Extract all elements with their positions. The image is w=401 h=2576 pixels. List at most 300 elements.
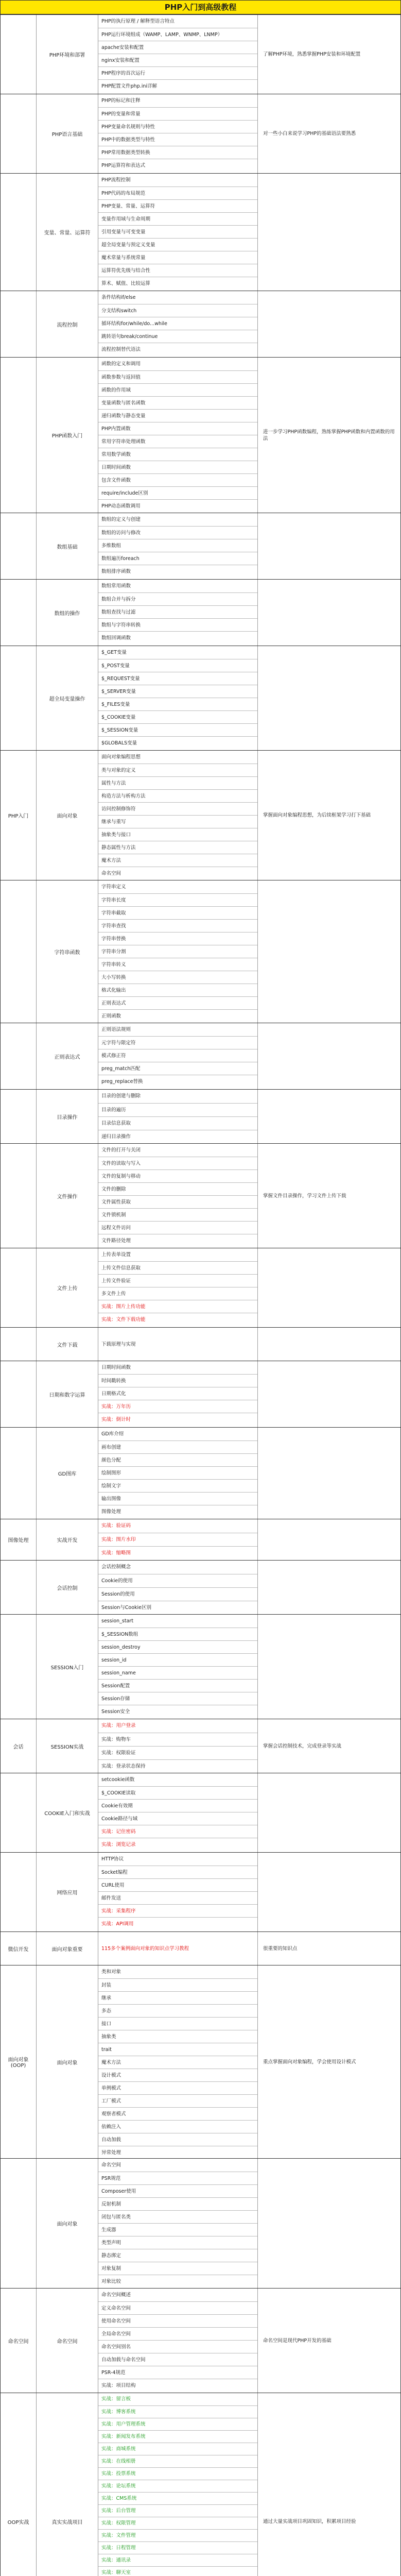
topic-item: 实战：API调用 (98, 1917, 257, 1930)
category-label (1, 358, 37, 513)
section-group (1, 1427, 400, 1519)
section-group (1, 1023, 400, 1089)
section-group (1, 1361, 400, 1427)
topic-list (98, 1248, 258, 1327)
topic-item: 目录的遍历 (98, 1103, 257, 1117)
topic-item: Session安全 (98, 1705, 257, 1718)
section-description (258, 646, 400, 750)
category-label (1, 2159, 37, 2288)
topic-item: 实战：登录状态保持 (98, 1759, 257, 1773)
topic-item: 正则函数 (98, 1009, 257, 1023)
section-description (258, 513, 400, 579)
topic-item: PHP常用数据类型转换 (98, 146, 257, 159)
section-group (1, 1931, 400, 1965)
topic-item: 大小写转换 (98, 971, 257, 984)
topic-list (98, 174, 258, 291)
topic-item: 自动加载 (98, 2133, 257, 2146)
topic-item: 实战：在线相册 (98, 2455, 257, 2468)
category-label: OOP实战 (1, 2393, 37, 2576)
topic-item: 实战：权限管理 (98, 2517, 257, 2530)
topic-item: 运算符优先级与结合性 (98, 264, 257, 277)
topic-item: 字符串查找 (98, 919, 257, 933)
topic-item: session_start (101, 1618, 134, 1624)
topic-item: 格式化输出 (98, 984, 257, 997)
topic-item: 绘制文字 (98, 1479, 257, 1493)
category-label (1, 291, 37, 357)
topic-item: 会话控制概念 (101, 1564, 131, 1570)
section-group (1, 2393, 400, 2576)
subsection-label: 命名空间 (37, 2289, 98, 2393)
topic-item: 实战：倒计时 (98, 1413, 257, 1426)
topic-item: Cookie有效期 (98, 1799, 257, 1812)
topic-item: session_name (98, 1666, 257, 1680)
topic-item: 多态 (98, 2004, 257, 2018)
topic-item: 实战：权限验证 (98, 1746, 257, 1760)
category-label: 命名空间 (1, 2289, 37, 2393)
section-group (1, 1327, 400, 1361)
subsection-label: 面向对象 (37, 1965, 98, 2158)
topic-item: 抽象类与接口 (98, 828, 257, 841)
section-group (1, 173, 400, 291)
topic-item: HTTP协议 (101, 1856, 124, 1862)
topic-item: 实战：文件下载功能 (98, 1313, 257, 1326)
topic-item: PHP变量命名规则与特性 (98, 120, 257, 133)
subsection-label: 流程控制 (37, 291, 98, 357)
topic-item: apache安装和配置 (98, 41, 257, 54)
topic-item: 引用变量与可变变量 (98, 225, 257, 239)
topic-item: preg_match匹配 (98, 1062, 257, 1075)
subsection-label: PHP环境和部署 (37, 15, 98, 94)
topic-item: 字符串长度 (98, 893, 257, 907)
topic-list (98, 1519, 258, 1560)
category-label (1, 15, 37, 94)
topic-item: 工厂模式 (98, 2094, 257, 2108)
section-group (1, 94, 400, 173)
topic-list (98, 291, 258, 357)
topic-item: Session配置 (98, 1679, 257, 1692)
section-description: 掌握文件目录操作，学习文件上传下载 (263, 1193, 346, 1199)
subsection-label: 面向对象重要 (37, 1932, 98, 1965)
topic-item: 依赖注入 (98, 2120, 257, 2133)
topic-item: Composer使用 (98, 2184, 257, 2198)
topic-item: 实战：新闻发布系统 (98, 2430, 257, 2443)
topic-item: 元字符与限定符 (98, 1036, 257, 1049)
topic-item: 文件路径处理 (98, 1234, 257, 1247)
section-description (258, 1519, 400, 1560)
topic-item: 观察者模式 (98, 2107, 257, 2121)
section-description (258, 1361, 400, 1427)
section-description: 通过大量实战项目巩固知识，积累项目经验 (263, 2518, 356, 2524)
subsection-label: 网络应用 (37, 1853, 98, 1931)
topic-item: 生成器 (98, 2223, 257, 2236)
category-label (1, 174, 37, 291)
section-description (258, 1328, 400, 1361)
subsection-label: 日期和数字运算 (37, 1361, 98, 1427)
topic-item: 类型声明 (98, 2236, 257, 2249)
topic-item: $_POST变量 (98, 659, 257, 672)
topic-item: 115多个案例面向对象的知识点学习教程 (101, 1946, 189, 1952)
topic-item: 文件的复制与移动 (98, 1170, 257, 1183)
topic-item: 实战：CMS系统 (98, 2492, 257, 2505)
topic-item: 命名空间别名 (98, 2340, 257, 2353)
topic-list (98, 1361, 258, 1427)
subsection-label: 变量、常量、运算符 (37, 174, 98, 291)
section-group (1, 291, 400, 357)
topic-item: 时间戳转换 (98, 1374, 257, 1387)
section-group (1, 1965, 400, 2158)
topic-item: 输出图像 (98, 1492, 257, 1505)
topic-item: 魔术常量与系统常量 (98, 251, 257, 264)
topic-item: $_GET变量 (101, 650, 127, 655)
topic-item: trait (98, 2043, 257, 2056)
topic-item: PSR-4规范 (98, 2366, 257, 2379)
subsection-label: GD图库 (37, 1428, 98, 1519)
topic-item: setcookie函数 (101, 1777, 135, 1783)
subsection-label: 目录操作 (37, 1090, 98, 1143)
topic-item: 文件的打开与关闭 (101, 1147, 141, 1153)
category-label: 微信开发 (1, 1932, 37, 1965)
topic-item: 实战：记住密码 (98, 1825, 257, 1838)
topic-item: PHP内置函数 (98, 422, 257, 435)
topic-item: 数组的定义与创建 (101, 517, 141, 522)
topic-item: 图像处理 (98, 1505, 257, 1518)
topic-item: PHP的变量和常量 (98, 107, 257, 121)
topic-item: 定义命名空间 (98, 2301, 257, 2315)
topic-item: PHP的执行原理 / 解释型语言特点 (101, 19, 175, 24)
section-description (258, 1023, 400, 1089)
category-label: 面向对象(OOP) (1, 1965, 37, 2158)
topic-item: 数组常用函数 (101, 583, 131, 589)
category-label (1, 1361, 37, 1427)
topic-item: 递归函数与静态变量 (98, 409, 257, 422)
section-description (258, 1248, 400, 1327)
topic-item: 属性与方法 (98, 776, 257, 790)
topic-item: 静态属性与方法 (98, 841, 257, 854)
topic-list (98, 1773, 258, 1852)
topic-item: 实战：日程管理 (98, 2541, 257, 2554)
topic-item: 全局命名空间 (98, 2327, 257, 2341)
topic-item: $_SESSION变量 (98, 723, 257, 737)
topic-item: preg_replace替换 (98, 1075, 257, 1088)
section-group (1, 750, 400, 880)
subsection-label: 真实实战项目 (37, 2393, 98, 2576)
topic-item: Session与Cookie区别 (98, 1601, 257, 1615)
topic-list (98, 1090, 258, 1143)
section-group (1, 513, 400, 579)
topic-list (98, 880, 258, 1023)
topic-item: 数组回调函数 (98, 631, 257, 645)
section-description: 对一些小白来说学习PHP的基础语法要熟悉 (263, 131, 356, 137)
topic-item: 文件的删除 (98, 1182, 257, 1196)
topic-item: 命名空间概述 (101, 2292, 131, 2298)
category-label (1, 94, 37, 173)
topic-item: PHP配置文件php.ini详解 (98, 79, 257, 93)
topic-item: 常用数学函数 (98, 448, 257, 461)
topic-item: 实战：商城系统 (98, 2443, 257, 2455)
topic-item: session_destroy (98, 1640, 257, 1654)
topic-list (98, 2289, 258, 2393)
topic-item: 单例模式 (98, 2081, 257, 2095)
category-label (1, 646, 37, 750)
section-description (258, 1615, 400, 1719)
page-title: PHP入门到高级教程 (0, 0, 401, 14)
topic-item: PHP变量、常量、运算符 (98, 199, 257, 213)
topic-item: PHP的标记和注释 (101, 98, 141, 104)
topic-item: 模式修正符 (98, 1049, 257, 1062)
topic-item: 闭包与匿名类 (98, 2210, 257, 2224)
topic-item: 画布创建 (98, 1440, 257, 1454)
topic-item: 变量作用域与生命周期 (98, 212, 257, 226)
section-description (258, 1853, 400, 1931)
category-label: 图像处理 (1, 1519, 37, 1560)
section-group (1, 1852, 400, 1931)
section-description (258, 1561, 400, 1614)
section-description: 进一步学习PHP函数编程，熟练掌握PHP函数和内置函数的用法 (263, 429, 395, 442)
topic-item: 变量函数与匿名函数 (98, 396, 257, 410)
topic-item: $_SESSION数组 (98, 1628, 257, 1641)
topic-item: 字符串替换 (98, 932, 257, 945)
topic-item: Cookie路径与域 (98, 1812, 257, 1825)
topic-item: 实战：投票系统 (98, 2467, 257, 2480)
topic-list (98, 1561, 258, 1614)
subsection-label: PHP函数入门 (37, 358, 98, 513)
topic-list (98, 1023, 258, 1089)
topic-item: 常用字符串处理函数 (98, 435, 257, 448)
topic-list (98, 358, 258, 513)
topic-item: 字符串截取 (98, 906, 257, 920)
section-group (1, 1519, 400, 1560)
topic-list (98, 94, 258, 173)
topic-item: 日期时间函数 (98, 461, 257, 474)
topic-item: 数组与字符串转换 (98, 618, 257, 632)
topic-item: 字符串转义 (98, 958, 257, 971)
outline-table (0, 14, 401, 2576)
topic-item: 实战：用户管理系统 (98, 2418, 257, 2431)
section-group (1, 1089, 400, 1143)
topic-item: 魔术方法 (98, 854, 257, 867)
topic-item: $_COOKIE变量 (98, 710, 257, 724)
topic-item: 实战：浏览记录 (98, 1838, 257, 1851)
topic-item: CURL使用 (98, 1878, 257, 1892)
topic-item: 递归目录操作 (98, 1130, 257, 1144)
topic-item: 函数的作用域 (98, 383, 257, 397)
subsection-label: 超全局变量操作 (37, 646, 98, 750)
section-group (1, 357, 400, 513)
topic-item: 实战：用户登录 (101, 1723, 136, 1728)
topic-list (98, 15, 258, 94)
topic-list (98, 646, 258, 750)
topic-item: 多文件上传 (98, 1287, 257, 1300)
topic-item: Cookie的使用 (98, 1574, 257, 1588)
category-label: PHP入门 (1, 751, 37, 880)
category-label (1, 580, 37, 646)
topic-list (98, 1428, 258, 1519)
category-label (1, 513, 37, 579)
topic-item: 超全局变量与预定义变量 (98, 238, 257, 251)
topic-item: $_REQUEST变量 (98, 672, 257, 685)
topic-item: 实战：缩略图 (98, 1546, 257, 1560)
topic-item: 文件属性获取 (98, 1195, 257, 1209)
section-description: 掌握面向对象编程思想，为后续框架学习打下基础 (263, 812, 371, 818)
topic-item: session_id (98, 1653, 257, 1667)
topic-item: 实战：采集程序 (98, 1904, 257, 1918)
topic-item: 实战：验证码 (101, 1523, 131, 1529)
topic-item: 跳转语句break/continue (98, 330, 257, 343)
topic-item: nginx安装和配置 (98, 54, 257, 67)
category-label (1, 1090, 37, 1143)
section-description: 很重要的知识点 (263, 1945, 298, 1952)
subsection-label: 正则表达式 (37, 1023, 98, 1089)
section-group (1, 880, 400, 1023)
topic-item: Socket编程 (98, 1866, 257, 1879)
topic-item: 对象比较 (98, 2275, 257, 2288)
topic-item: 数组的访问与修改 (98, 526, 257, 539)
topic-item: 字符串分割 (98, 945, 257, 958)
section-description: 了解PHP环境，熟悉掌握PHP安装和环境配置 (263, 52, 361, 57)
topic-item: $_COOKIE读取 (98, 1786, 257, 1800)
topic-item: 数组合并与拆分 (98, 592, 257, 606)
section-group (1, 579, 400, 646)
section-description: 掌握会话控制技术，完成登录等实战 (263, 1743, 342, 1749)
topic-item: 正则语法规则 (101, 1027, 131, 1032)
topic-item: 循环结构for/while/do...while (98, 317, 257, 330)
topic-item: 多维数组 (98, 539, 257, 552)
topic-list (98, 2393, 258, 2576)
section-description (258, 880, 400, 1023)
section-description (258, 174, 400, 291)
section-group (1, 1614, 400, 1719)
section-group (1, 14, 400, 94)
subsection-label: 文件下载 (37, 1328, 98, 1361)
topic-item: 实战：图片上传功能 (98, 1300, 257, 1313)
topic-item: 抽象类 (98, 2030, 257, 2043)
topic-item: 上传表单设置 (101, 1252, 131, 1258)
topic-item: 静态绑定 (98, 2249, 257, 2262)
section-description (258, 580, 400, 646)
topic-item: 使用命名空间 (98, 2314, 257, 2328)
topic-item: 实战：聊天室 (98, 2566, 257, 2576)
topic-item: 类和对象 (101, 1969, 121, 1975)
topic-item: GD库介绍 (101, 1431, 124, 1437)
topic-item: 目录信息获取 (98, 1116, 257, 1130)
subsection-label: 实战开发 (37, 1519, 98, 1560)
topic-list (98, 1932, 258, 1965)
topic-item: PHP程序的首次运行 (98, 66, 257, 80)
topic-item: 封装 (98, 1978, 257, 1992)
topic-item: 命名空间 (101, 2162, 121, 2168)
section-group (1, 2288, 400, 2393)
topic-item: $_FILES变量 (98, 698, 257, 711)
topic-item: PHP运行环境组成（WAMP、LAMP、WNMP、LNMP） (98, 28, 257, 41)
topic-item: 下载原理与实现 (101, 1342, 136, 1347)
category-label (1, 1853, 37, 1931)
topic-item: $GLOBALS变量 (98, 736, 257, 750)
topic-item: 颜色分配 (98, 1453, 257, 1467)
section-group (1, 646, 400, 750)
topic-item: Session存储 (98, 1692, 257, 1705)
topic-item: 继承 (98, 1991, 257, 2005)
topic-item: 包含文件函数 (98, 473, 257, 487)
topic-item: 数组排序函数 (98, 565, 257, 578)
topic-item: 构造方法与析构方法 (98, 789, 257, 803)
topic-item: PHP中的数据类型与特性 (98, 133, 257, 146)
topic-list (98, 1615, 258, 1719)
topic-list (98, 580, 258, 646)
topic-item: 类与对象的定义 (98, 764, 257, 777)
topic-item: PHP运算符和表达式 (98, 159, 257, 172)
topic-item: 函数参数与返回值 (98, 370, 257, 384)
topic-item: 日期格式化 (98, 1387, 257, 1400)
topic-item: 实战：后台管理 (98, 2504, 257, 2517)
topic-item: 算术、赋值、比较运算 (98, 277, 257, 290)
topic-item: PHP流程控制 (101, 177, 131, 183)
topic-item: 面向对象编程思想 (101, 754, 141, 760)
section-group (1, 1560, 400, 1614)
topic-item: 自动加载与命名空间 (98, 2353, 257, 2366)
section-group (1, 1248, 400, 1327)
topic-list (98, 1853, 258, 1931)
topic-item: PHP代码的布局规范 (98, 187, 257, 200)
section-group (1, 1143, 400, 1248)
topic-item: 命名空间 (98, 867, 257, 880)
topic-list (98, 513, 258, 579)
topic-item: 实战：购物车 (98, 1733, 257, 1747)
section-description (258, 1090, 400, 1143)
topic-item: 异常处理 (98, 2146, 257, 2159)
section-description (258, 291, 400, 357)
topic-item: 分支结构switch (98, 304, 257, 317)
topic-item: 上传文件信息获取 (98, 1261, 257, 1275)
section-description (258, 2159, 400, 2288)
topic-item: 继承与重写 (98, 815, 257, 828)
category-label (1, 1615, 37, 1719)
subsection-label: 会话控制 (37, 1561, 98, 1614)
topic-item: 实战：通讯录 (98, 2554, 257, 2567)
topic-item: 上传文件验证 (98, 1274, 257, 1287)
topic-item: 邮件发送 (98, 1891, 257, 1905)
topic-item: 数组遍历foreach (98, 552, 257, 565)
category-label (1, 880, 37, 1023)
topic-item: 文件锁机制 (98, 1208, 257, 1222)
topic-item: 条件结构if/else (101, 295, 136, 300)
subsection-label: 数组的操作 (37, 580, 98, 646)
topic-item: 对象复制 (98, 2262, 257, 2275)
section-group (1, 1773, 400, 1852)
topic-item: 目录的创建与删除 (101, 1093, 141, 1099)
subsection-label: PHP语言基础 (37, 94, 98, 173)
topic-list (98, 751, 258, 880)
topic-item: 远程文件访问 (98, 1221, 257, 1234)
topic-item: 实战：项目结构 (98, 2379, 257, 2392)
category-label (1, 1144, 37, 1248)
section-group (1, 2158, 400, 2288)
subsection-label: SESSION入门 (37, 1615, 98, 1719)
topic-list (98, 1144, 258, 1248)
topic-item: PHP动态函数调用 (98, 499, 257, 513)
topic-item: PSR规范 (98, 2172, 257, 2185)
category-label (1, 1428, 37, 1519)
topic-item: require/include区别 (98, 486, 257, 500)
topic-list (98, 2159, 258, 2288)
topic-item: 反射机制 (98, 2197, 257, 2211)
section-description: 重点掌握面向对象编程，学会使用设计模式 (263, 2059, 356, 2065)
topic-item: 设计模式 (98, 2069, 257, 2082)
topic-item: 流程控制替代语法 (98, 343, 257, 356)
subsection-label: 文件上传 (37, 1248, 98, 1327)
section-description: 命名空间是现代PHP开发的基础 (263, 2337, 332, 2344)
topic-item: 访问控制修饰符 (98, 802, 257, 816)
section-description (258, 1428, 400, 1519)
